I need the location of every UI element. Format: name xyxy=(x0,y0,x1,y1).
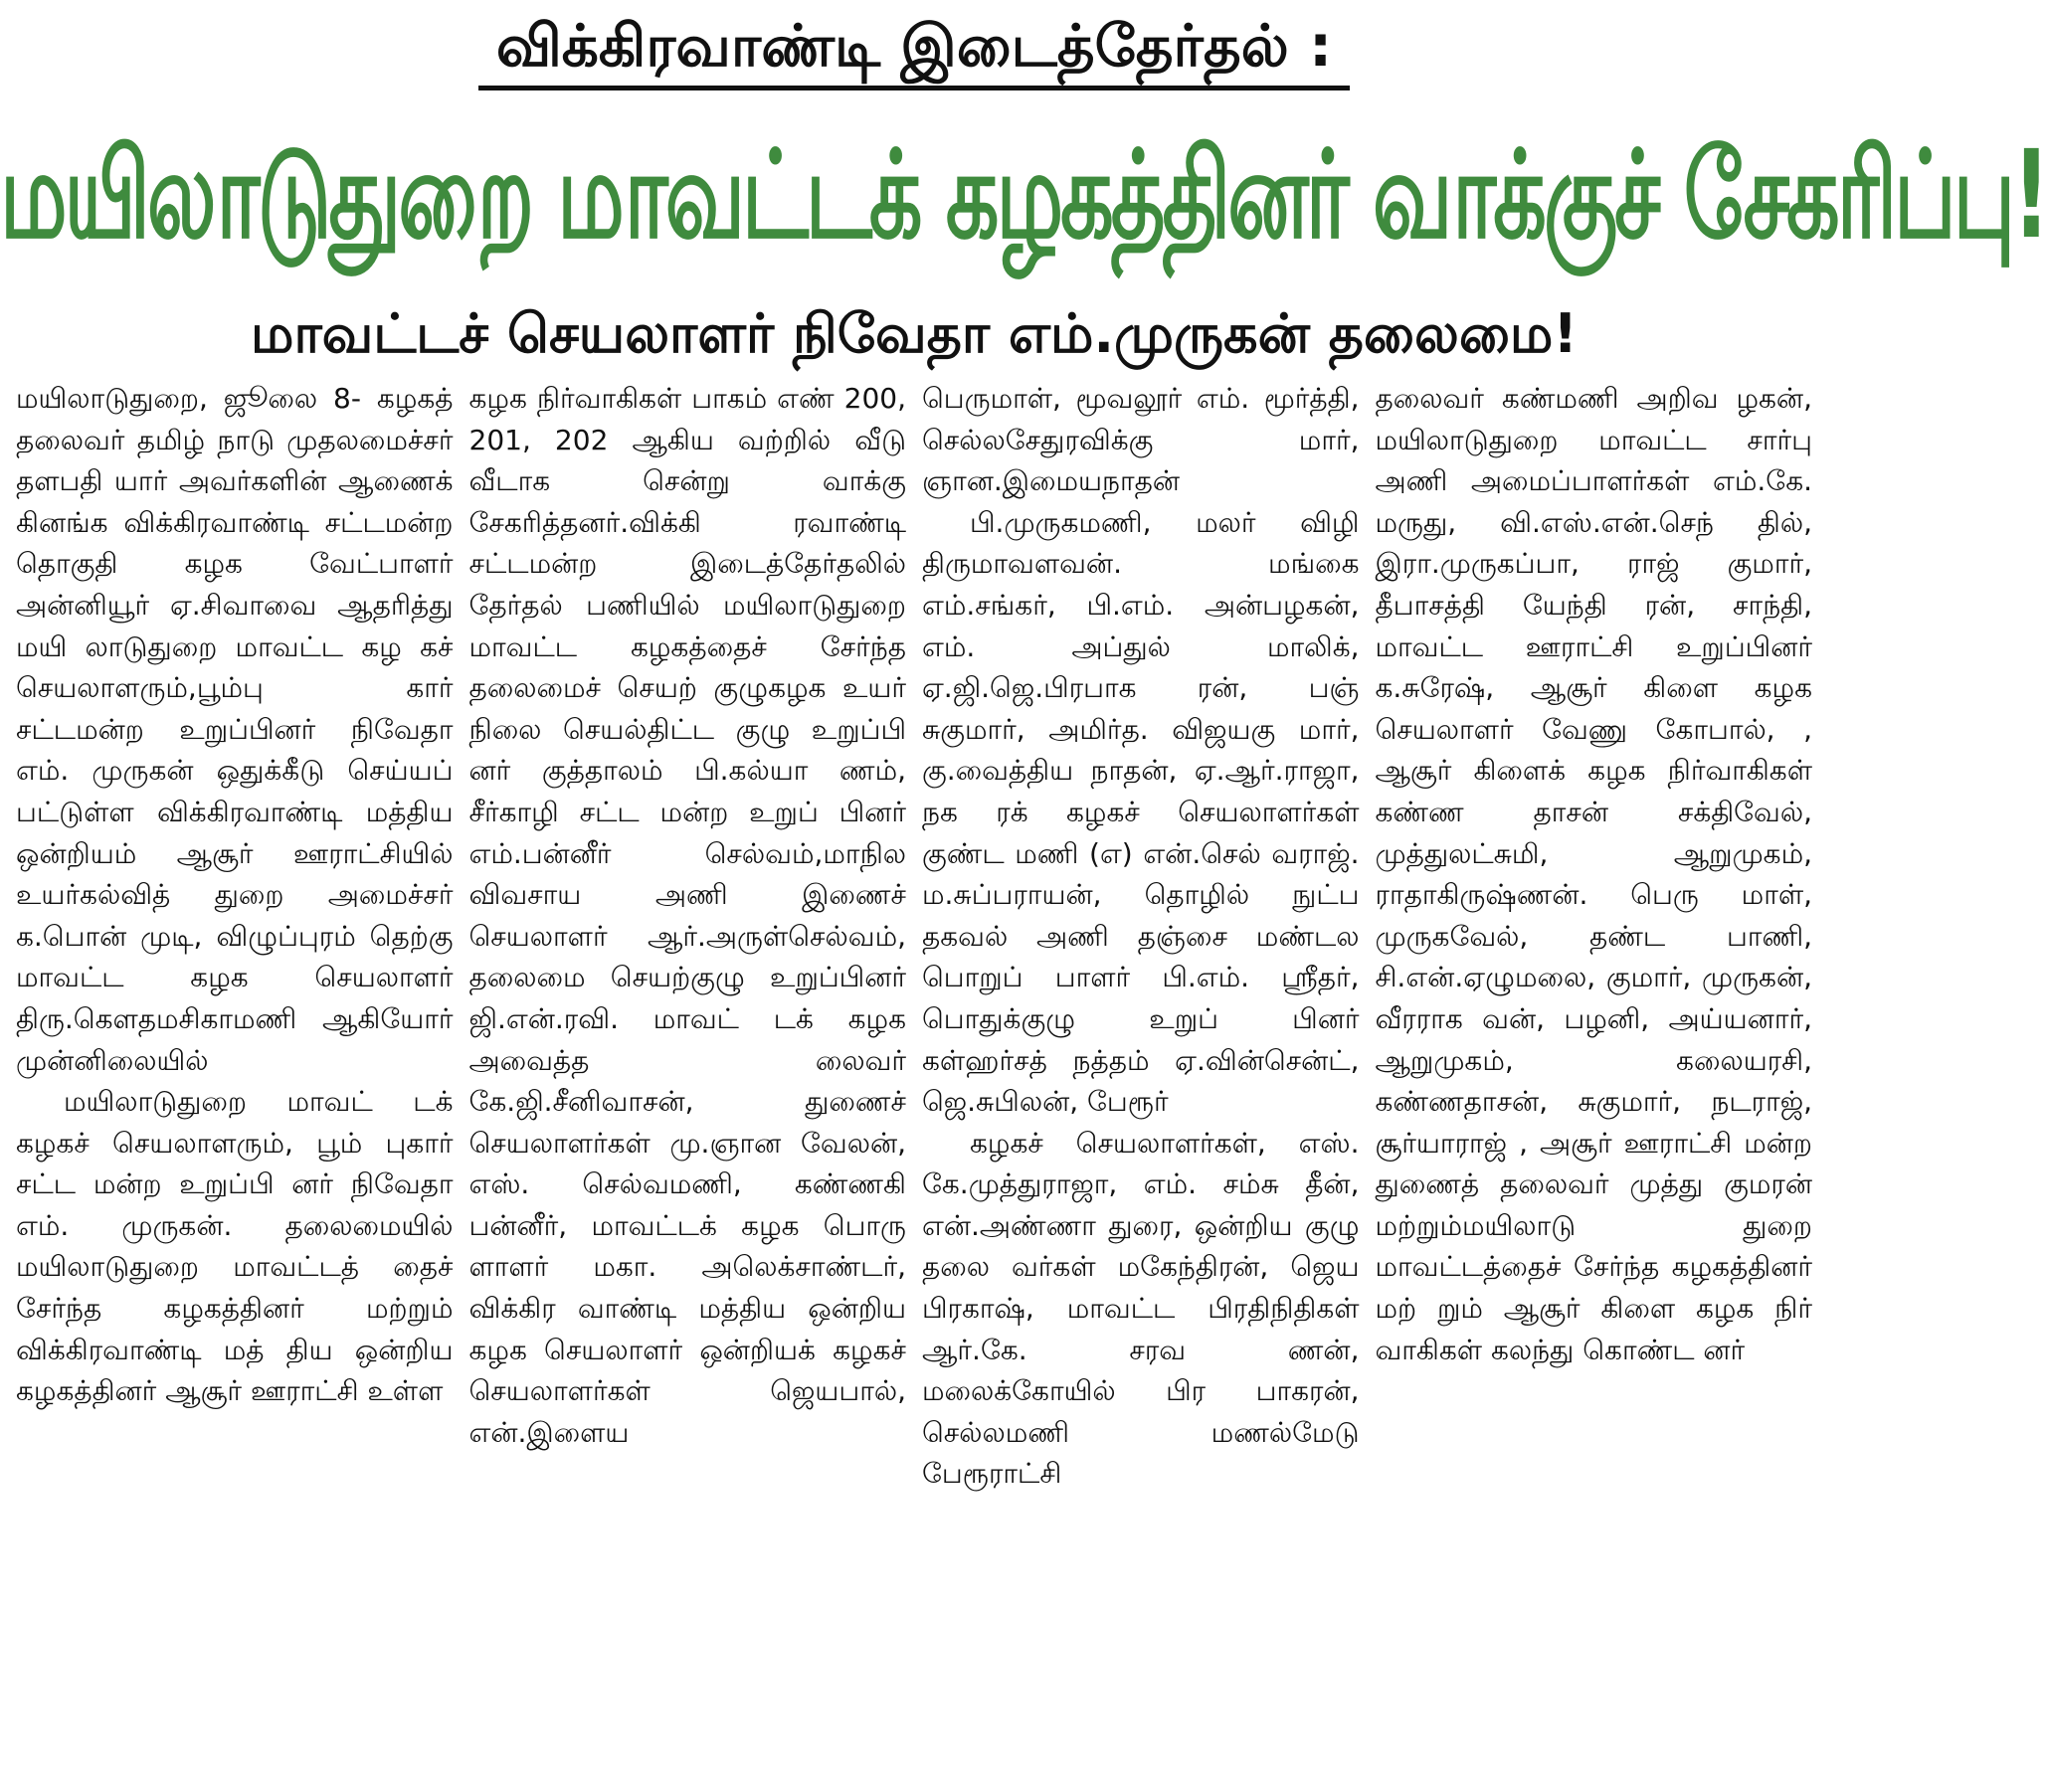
article-column-3 xyxy=(914,378,1368,1784)
article-kicker xyxy=(0,8,1828,90)
article-column-2 xyxy=(462,378,915,1784)
paragraph: பி.முருகமணி, மலர் விழி திருமாவளவன். மங்கை எம்.சங்கர், பி.எம். அன்பழகன், எம். அப்துல் மாலிக், ஏ.ஜி.ஜெ.பிரபாக ரன், பஞ் சுகுமார், அமிர்த. விஜயகு மார், கு.வைத்திய நாதன், ஏ.ஆர்.ராஜா, நக ரக் கழகச் செயலாளர்கள் குண்ட மணி (எ) என்.செல் வராஜ். ம.சுப்பராயன், தொழில் நுட்ப தகவல் அணி தஞ்சை மண்டல பொறுப் பாளர் பி.எம். ஸ்ரீதர், பொதுக்குழு உறுப் பினர் கள்ஹர்சத் நத்தம் ஏ.வின்சென்ட், ஜெ.சுபிலன், பேரூர் xyxy=(922,505,1360,1119)
paragraph: மயிலாடுதுறை மாவட் டக் கழகச் செயலாளரும், பூம் புகார் சட்ட மன்ற உறுப்பி னர் நிவேதா எம். முருகன். தலைமையில் மயிலாடுதுறை மாவட்டத் தைச் சேர்ந்த கழகத்தினர் மற்றும் விக்கிரவாண்டி மத் திய ஒன்றிய கழகத்தினர் ஆசூர் ஊராட்சி உள்ள xyxy=(16,1085,454,1408)
article-headline: மயிலாடுதுறை மாவட்டக் கழகத்தினர் வாக்குச் சேகரிப்பு! xyxy=(0,123,2047,267)
article-subheadline: மாவட்டச் செயலாளர் நிவேதா எம்.முருகன் தலைமை! xyxy=(250,302,1579,365)
paragraph: பெருமாள், மூவலூர் எம். மூர்த்தி, செல்லசேதுரவிக்கு மார், ஞான.இமையநாதன் xyxy=(922,382,1360,498)
article-column-1 xyxy=(8,378,462,1784)
article-column-4 xyxy=(1368,378,1821,1784)
paragraph: கழக நிர்வாகிகள் பாகம் எண் 200, 201, 202 ஆகிய வற்றில் வீடு வீடாக சென்று வாக்கு சேகரித்தனர்.விக்கி ரவாண்டி சட்டமன்ற இடைத்தேர்தலில் தேர்தல் பணியில் மயிலாடுதுறை மாவட்ட கழகத்தைச் சேர்ந்த தலைமைச் செயற் குழுகழக உயர் நிலை செயல்திட்ட குழு உறுப்பி னர் குத்தாலம் பி.கல்யா ணம், சீர்காழி சட்ட மன்ற உறுப் பினர் எம்.பன்னீர் செல்வம்,மாநில விவசாய அணி இணைச் செயலாளர் ஆர்.அருள்செல்வம், தலைமை செயற்குழு உறுப்பினர் ஜி.என்.ரவி. மாவட் டக் கழக அவைத்த லைவர் கே.ஜி.சீனிவாசன், துணைச் செயலாளர்கள் மு.ஞான வேலன், எஸ். செல்வமணி, கண்ணகி பன்னீர், மாவட்டக் கழக பொரு ளாளர் மகா. அலெக்சாண்டர், விக்கிர வாண்டி மத்திய ஒன்றிய கழக செயலாளர் ஒன்றியக் கழகச் செயலாளர்கள் ஜெயபால், என்.இளைய xyxy=(468,382,906,1449)
paragraph: தலைவர் கண்மணி அறிவ ழகன், மயிலாடுதுறை மாவட்ட சார்பு அணி அமைப்பாளர்கள் எம்.கே. மருது, வி.எஸ்.என்.செந் தில், இரா.முருகப்பா, ராஜ் குமார், தீபாசத்தி யேந்தி ரன், சாந்தி, மாவட்ட ஊராட்சி உறுப்பினர் க.சுரேஷ், ஆசூர் கிளை கழக செயலாளர் வேணு கோபால், , ஆசூர் கிளைக் கழக நிர்வாகிகள் கண்ண தாசன் சக்திவேல், முத்துலட்சுமி, ஆறுமுகம், ராதாகிருஷ்ணன். பெரு மாள், முருகவேல், தண்ட பாணி, சி.என்.ஏழுமலை, குமார், முருகன், வீரராக வன், பழனி, அய்யனார், ஆறுமுகம், கலையரசி, கண்ணதாசன், சுகுமார், நடராஜ், சூர்யாராஜ் , அசூர் ஊராட்சி மன்ற துணைத் தலைவர் முத்து குமரன் மற்றும்மயிலாடு துறை மாவட்டத்தைச் சேர்ந்த கழகத்தினர் மற் றும் ஆசூர் கிளை கழக நிர் வாகிகள் கலந்து கொண்ட னர் xyxy=(1375,382,1812,1366)
article-body xyxy=(8,378,1820,1784)
paragraph: கழகச் செயலாளர்கள், எஸ். கே.முத்துராஜா, எம். சம்சு தீன், என்.அண்ணா துரை, ஒன்றிய குழு தலை வர்கள் மகேந்திரன், ஜெய பிரகாஷ், மாவட்ட பிரதிநிதிகள் ஆர்.கே. சரவ ணன், மலைக்கோயில் பிர பாகரன், செல்லமணி மணல்மேடு பேரூராட்சி xyxy=(922,1126,1360,1491)
paragraph: மயிலாடுதுறை, ஜூலை 8- கழகத் தலைவர் தமிழ் நாடு முதலமைச்சர் தளபதி யார் அவர்களின் ஆணைக் கினங்க விக்கிரவாண்டி சட்டமன்ற தொகுதி கழக வேட்பாளர் அன்னியூர் ஏ.சிவாவை ஆதரித்து மயி லாடுதுறை மாவட்ட கழ கச் செயலாளரும்,பூம்பு கார் சட்டமன்ற உறுப்பினர் நிவேதா எம். முருகன் ஒதுக்கீடு செய்யப் பட்டுள்ள விக்கிரவாண்டி மத்திய ஒன்றியம் ஆசூர் ஊராட்சியில் உயர்கல்வித் துறை அமைச்சர் க.பொன் முடி, விழுப்புரம் தெற்கு மாவட்ட கழக செயலாளர் திரு.கௌதமசிகாமணி ஆகியோர் முன்னிலையில் xyxy=(16,382,454,1077)
kicker-text: விக்கிரவாண்டி இடைத்தேர்தல் : xyxy=(478,8,1350,90)
